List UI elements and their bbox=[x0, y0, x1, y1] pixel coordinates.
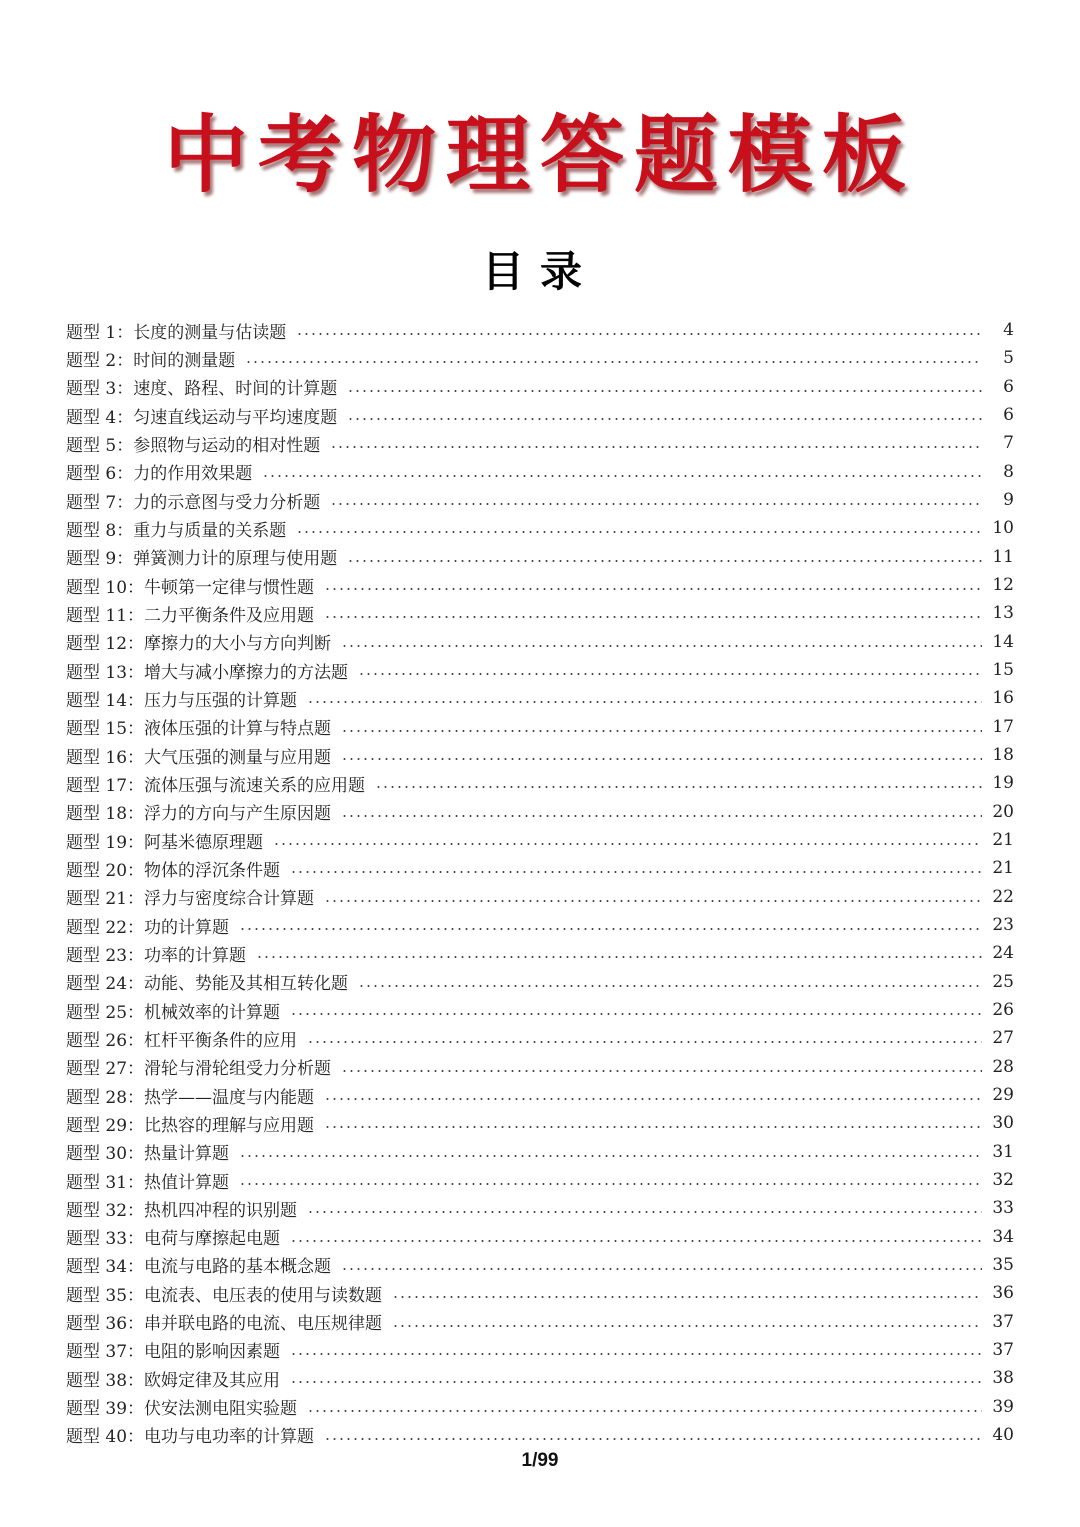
dot-leader bbox=[256, 956, 982, 958]
toc-entry[interactable] bbox=[66, 1081, 1014, 1109]
toc-entry[interactable] bbox=[66, 1279, 1014, 1307]
toc-entry[interactable] bbox=[66, 911, 1014, 939]
toc-entry[interactable] bbox=[66, 1364, 1014, 1392]
toc-entry-page-number: 32 bbox=[992, 1170, 1014, 1190]
toc-entry-label: 题型 34：电流与电路的基本概念题 bbox=[66, 1257, 332, 1278]
toc-entry-page-number: 4 bbox=[1003, 320, 1014, 341]
toc-entry[interactable] bbox=[66, 1421, 1014, 1449]
toc-entry-page-number: 33 bbox=[992, 1198, 1014, 1219]
dot-leader bbox=[341, 730, 982, 732]
toc-entry-label: 题型 13：增大与减小摩擦力的方法题 bbox=[66, 662, 349, 683]
dot-leader bbox=[341, 1268, 982, 1270]
dot-leader bbox=[307, 701, 982, 703]
toc-entry[interactable] bbox=[66, 769, 1014, 797]
toc-entry[interactable] bbox=[66, 514, 1014, 542]
toc-entry-label: 题型 32：热机四冲程的识别题 bbox=[66, 1200, 298, 1221]
toc-entry-label: 题型 38：欧姆定律及其应用 bbox=[66, 1370, 281, 1391]
toc-entry-label: 题型 25：机械效率的计算题 bbox=[66, 1002, 281, 1023]
toc-entry[interactable] bbox=[66, 968, 1014, 996]
toc-entry-label: 题型 14：压力与压强的计算题 bbox=[66, 690, 298, 711]
toc-entry[interactable] bbox=[66, 1336, 1014, 1364]
toc-entry-page-number: 20 bbox=[992, 801, 1014, 822]
dot-leader bbox=[347, 390, 982, 392]
toc-entry-page-number: 14 bbox=[992, 631, 1014, 652]
toc-entry[interactable] bbox=[66, 543, 1014, 571]
toc-entry-page-number: 13 bbox=[992, 603, 1014, 624]
toc-entry-label: 题型 26：杠杆平衡条件的应用 bbox=[66, 1030, 298, 1051]
toc-entry-page-number: 40 bbox=[992, 1424, 1014, 1445]
toc-entry-label: 题型 30：热量计算题 bbox=[66, 1144, 230, 1165]
toc-entry-label: 题型 16：大气压强的测量与应用题 bbox=[66, 747, 332, 768]
dot-leader bbox=[307, 1041, 982, 1043]
toc-entry-page-number: 21 bbox=[992, 858, 1014, 879]
toc-entry-page-number: 10 bbox=[992, 518, 1014, 539]
toc-entry-page-number: 7 bbox=[1003, 433, 1014, 454]
toc-entry-label: 题型 21：浮力与密度综合计算题 bbox=[66, 889, 315, 910]
toc-entry-label: 题型 39：伏安法测电阻实验题 bbox=[66, 1399, 298, 1420]
toc-entry-page-number: 24 bbox=[992, 943, 1014, 964]
toc-entry-page-number: 35 bbox=[992, 1254, 1014, 1275]
toc-entry-page-number: 8 bbox=[1003, 461, 1014, 482]
toc-entry[interactable] bbox=[66, 1307, 1014, 1335]
toc-entry-label: 题型 24：动能、势能及其相互转化题 bbox=[66, 974, 349, 995]
dot-leader bbox=[307, 1211, 982, 1213]
toc-entry-page-number: 6 bbox=[1003, 376, 1014, 397]
toc-entry-page-number: 26 bbox=[992, 1000, 1014, 1021]
toc-entry-page-number: 12 bbox=[992, 575, 1014, 596]
dot-leader bbox=[290, 1013, 982, 1015]
toc-entry-label: 题型 12：摩擦力的大小与方向判断 bbox=[66, 634, 332, 655]
toc-entry[interactable] bbox=[66, 1138, 1014, 1166]
dot-leader bbox=[296, 333, 982, 335]
toc-entry[interactable] bbox=[66, 1194, 1014, 1222]
table-of-contents bbox=[66, 316, 1014, 1449]
toc-entry-label: 题型 20：物体的浮沉条件题 bbox=[66, 860, 281, 881]
toc-entry[interactable] bbox=[66, 571, 1014, 599]
dot-leader bbox=[324, 1438, 982, 1440]
toc-entry-page-number: 16 bbox=[992, 688, 1014, 709]
toc-entry[interactable] bbox=[66, 713, 1014, 741]
toc-entry-page-number: 37 bbox=[992, 1339, 1014, 1360]
toc-entry-label: 题型 18：浮力的方向与产生原因题 bbox=[66, 804, 332, 825]
toc-entry[interactable] bbox=[66, 883, 1014, 911]
toc-entry[interactable] bbox=[66, 458, 1014, 486]
dot-leader bbox=[324, 900, 982, 902]
toc-entry-label: 题型 9：弹簧测力计的原理与使用题 bbox=[66, 549, 338, 570]
toc-entry-label: 题型 7：力的示意图与受力分析题 bbox=[66, 492, 321, 513]
dot-leader bbox=[375, 786, 982, 788]
dot-leader bbox=[245, 361, 982, 363]
toc-entry-label: 题型 28：热学——温度与内能题 bbox=[66, 1087, 315, 1108]
toc-entry-label: 题型 15：液体压强的计算与特点题 bbox=[66, 719, 332, 740]
toc-entry-label: 题型 35：电流表、电压表的使用与读数题 bbox=[66, 1285, 383, 1306]
toc-entry-label: 题型 4：匀速直线运动与平均速度题 bbox=[66, 407, 338, 428]
dot-leader bbox=[262, 475, 982, 477]
toc-entry[interactable] bbox=[66, 939, 1014, 967]
toc-entry-label: 题型 1：长度的测量与估读题 bbox=[66, 322, 287, 343]
toc-entry-page-number: 5 bbox=[1003, 348, 1014, 369]
toc-entry[interactable] bbox=[66, 1024, 1014, 1052]
dot-leader bbox=[290, 1353, 982, 1355]
toc-entry[interactable] bbox=[66, 373, 1014, 401]
toc-entry-page-number: 28 bbox=[992, 1056, 1014, 1077]
dot-leader bbox=[341, 758, 982, 760]
toc-entry-label: 题型 19：阿基米德原理题 bbox=[66, 832, 264, 853]
toc-entry-label: 题型 3：速度、路程、时间的计算题 bbox=[66, 379, 338, 400]
toc-entry-label: 题型 36：串并联电路的电流、电压规律题 bbox=[66, 1314, 383, 1335]
toc-entry-page-number: 25 bbox=[992, 971, 1014, 992]
toc-entry[interactable] bbox=[66, 1053, 1014, 1081]
toc-entry-label: 题型 2：时间的测量题 bbox=[66, 350, 236, 371]
toc-entry-label: 题型 5：参照物与运动的相对性题 bbox=[66, 435, 321, 456]
toc-entry-page-number: 21 bbox=[992, 830, 1014, 851]
toc-entry-page-number: 15 bbox=[992, 660, 1014, 681]
toc-entry-page-number: 18 bbox=[992, 745, 1014, 766]
dot-leader bbox=[324, 1098, 982, 1100]
dot-leader bbox=[347, 560, 982, 562]
toc-entry-label: 题型 33：电荷与摩擦起电题 bbox=[66, 1229, 281, 1250]
toc-entry[interactable] bbox=[66, 316, 1014, 344]
toc-entry[interactable] bbox=[66, 628, 1014, 656]
toc-entry-label: 题型 29：比热容的理解与应用题 bbox=[66, 1115, 315, 1136]
dot-leader bbox=[341, 1070, 982, 1072]
dot-leader bbox=[330, 503, 982, 505]
toc-entry-label: 题型 37：电阻的影响因素题 bbox=[66, 1342, 281, 1363]
toc-entry-page-number: 9 bbox=[1003, 490, 1014, 511]
toc-entry-page-number: 22 bbox=[992, 886, 1014, 907]
toc-entry[interactable] bbox=[66, 854, 1014, 882]
toc-entry-page-number: 29 bbox=[992, 1085, 1014, 1106]
toc-entry-page-number: 17 bbox=[992, 716, 1014, 737]
toc-entry[interactable] bbox=[66, 344, 1014, 372]
toc-entry-label: 题型 40：电功与电功率的计算题 bbox=[66, 1427, 315, 1448]
dot-leader bbox=[290, 871, 982, 873]
toc-entry[interactable] bbox=[66, 826, 1014, 854]
toc-entry-page-number: 11 bbox=[992, 546, 1014, 567]
toc-entry[interactable] bbox=[66, 1392, 1014, 1420]
dot-leader bbox=[330, 446, 982, 448]
toc-entry[interactable] bbox=[66, 1109, 1014, 1137]
toc-entry[interactable] bbox=[66, 1166, 1014, 1194]
dot-leader bbox=[347, 418, 982, 420]
toc-entry-page-number: 6 bbox=[1003, 405, 1014, 426]
toc-entry-label: 题型 17：流体压强与流速关系的应用题 bbox=[66, 775, 366, 796]
dot-leader bbox=[324, 616, 982, 618]
dot-leader bbox=[341, 815, 982, 817]
dot-leader bbox=[290, 1240, 982, 1242]
toc-entry-label: 题型 6：力的作用效果题 bbox=[66, 464, 253, 485]
toc-entry-page-number: 39 bbox=[992, 1396, 1014, 1417]
toc-entry[interactable] bbox=[66, 684, 1014, 712]
toc-entry-label: 题型 11：二力平衡条件及应用题 bbox=[66, 605, 315, 626]
dot-leader bbox=[239, 928, 982, 930]
toc-entry-page-number: 27 bbox=[992, 1028, 1014, 1049]
toc-entry[interactable] bbox=[66, 798, 1014, 826]
toc-entry-label: 题型 22：功的计算题 bbox=[66, 917, 230, 938]
dot-leader bbox=[239, 1183, 982, 1185]
dot-leader bbox=[341, 645, 982, 647]
toc-entry-page-number: 36 bbox=[992, 1283, 1014, 1304]
dot-leader bbox=[358, 673, 982, 675]
toc-entry[interactable] bbox=[66, 429, 1014, 457]
toc-entry-label: 题型 27：滑轮与滑轮组受力分析题 bbox=[66, 1059, 332, 1080]
toc-entry-label: 题型 23：功率的计算题 bbox=[66, 945, 247, 966]
page-indicator: 1/99 bbox=[521, 1450, 559, 1471]
toc-entry-page-number: 23 bbox=[992, 915, 1014, 936]
toc-entry-page-number: 38 bbox=[992, 1368, 1014, 1389]
dot-leader bbox=[392, 1325, 982, 1327]
toc-entry-page-number: 19 bbox=[992, 773, 1014, 794]
dot-leader bbox=[290, 1381, 982, 1383]
dot-leader bbox=[273, 843, 982, 845]
toc-entry[interactable] bbox=[66, 996, 1014, 1024]
toc-entry[interactable] bbox=[66, 1223, 1014, 1251]
toc-entry[interactable] bbox=[66, 1251, 1014, 1279]
toc-entry-page-number: 30 bbox=[992, 1113, 1014, 1134]
toc-entry-page-number: 37 bbox=[992, 1311, 1014, 1332]
toc-entry-page-number: 31 bbox=[992, 1141, 1014, 1162]
toc-heading: 目录 bbox=[481, 247, 598, 296]
toc-entry[interactable] bbox=[66, 486, 1014, 514]
toc-entry[interactable] bbox=[66, 401, 1014, 429]
document-title: 中考物理答题模板 bbox=[163, 105, 916, 204]
toc-entry[interactable] bbox=[66, 599, 1014, 627]
dot-leader bbox=[296, 531, 982, 533]
toc-entry-page-number: 34 bbox=[992, 1226, 1014, 1247]
dot-leader bbox=[239, 1155, 982, 1157]
dot-leader bbox=[324, 1126, 982, 1128]
dot-leader bbox=[392, 1296, 982, 1298]
dot-leader bbox=[307, 1410, 982, 1412]
toc-entry[interactable] bbox=[66, 741, 1014, 769]
dot-leader bbox=[358, 985, 982, 987]
toc-entry-label: 题型 8：重力与质量的关系题 bbox=[66, 520, 287, 541]
toc-entry-label: 题型 10：牛顿第一定律与惯性题 bbox=[66, 577, 315, 598]
toc-entry-label: 题型 31：热值计算题 bbox=[66, 1172, 230, 1193]
toc-entry[interactable] bbox=[66, 656, 1014, 684]
dot-leader bbox=[324, 588, 982, 590]
